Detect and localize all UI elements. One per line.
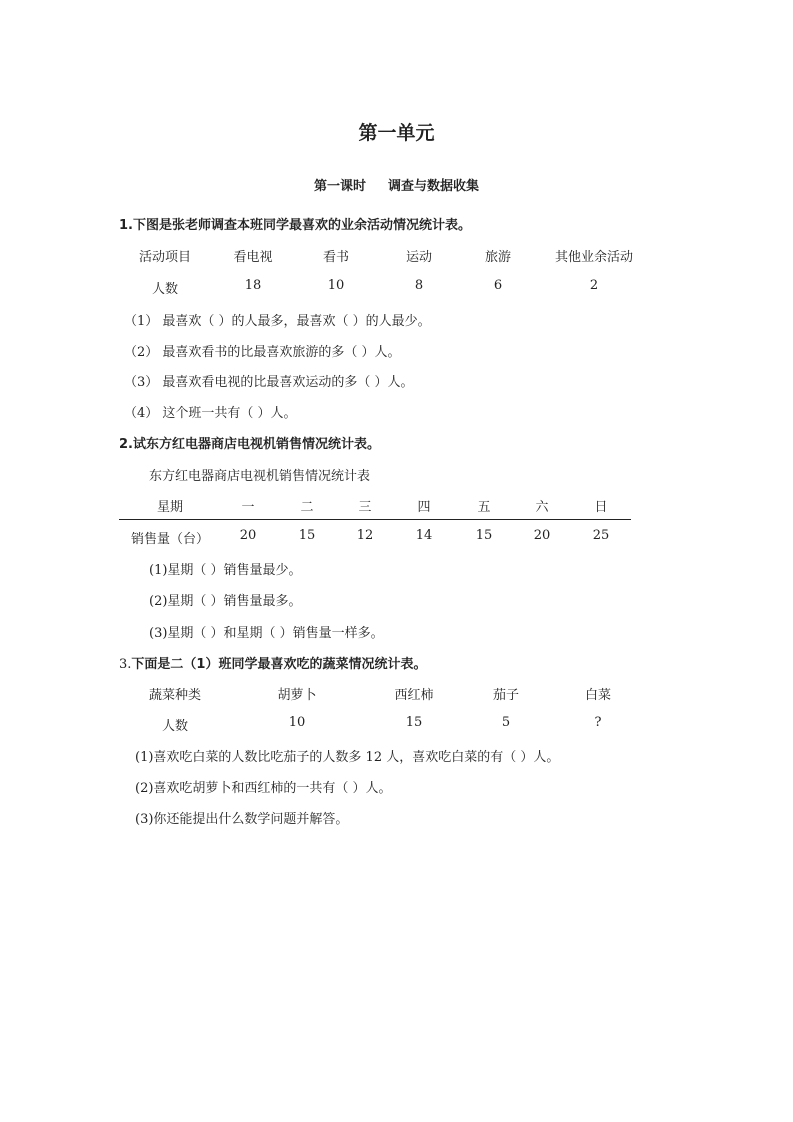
- q3-veg: 西红柿: [394, 688, 434, 703]
- q1-count: 6: [493, 278, 503, 293]
- q1-sub-1: （1） 最喜欢（ ）的人最多，最喜欢（ ）的人最少。: [124, 314, 431, 329]
- q2-day: 三: [358, 500, 372, 515]
- q3-sub-2: (2)喜欢吃胡萝卜和西红柿的一共有（ ）人。: [135, 781, 392, 796]
- q1-count: 2: [589, 278, 599, 293]
- q1-item: 其他业余活动: [554, 250, 634, 265]
- q2-table-title: 东方红电器商店电视机销售情况统计表: [149, 469, 371, 484]
- q1-item: 看书: [322, 250, 350, 265]
- q2-sales: 25: [592, 528, 610, 543]
- q2-day: 六: [535, 500, 549, 515]
- q3-veg: 茄子: [492, 688, 520, 703]
- q2-sales: 12: [356, 528, 374, 543]
- q3-sub-3: (3)你还能提出什么数学问题并解答。: [135, 812, 349, 827]
- q2-sales: 14: [415, 528, 433, 543]
- q1-item: 看电视: [233, 250, 273, 265]
- q3-row-label-count: 人数: [161, 719, 189, 734]
- q1-row-label-count: 人数: [151, 282, 179, 297]
- lesson-number: 第一课时: [313, 179, 366, 194]
- q2-row-label-day: 星期: [156, 500, 184, 515]
- q2-sub-2: (2)星期（ ）销售量最多。: [149, 594, 302, 609]
- q3-count: 5: [501, 715, 511, 730]
- q3-count: ?: [594, 715, 602, 730]
- q1-count: 10: [327, 278, 345, 293]
- q3-veg: 胡萝卜: [277, 688, 317, 703]
- page-title: 第一单元: [358, 122, 435, 144]
- q1-heading: 1.下图是张老师调查本班同学最喜欢的业余活动情况统计表。: [119, 218, 471, 233]
- q2-day: 日: [594, 500, 608, 515]
- q2-table-rule: [119, 519, 631, 520]
- q1-sub-4: （4） 这个班一共有（ ）人。: [124, 406, 297, 421]
- q2-day: 二: [300, 500, 314, 515]
- q1-item: 旅游: [484, 250, 512, 265]
- q2-heading: 2.试东方红电器商店电视机销售情况统计表。: [119, 437, 380, 452]
- q2-row-label-sales: 销售量（台）: [130, 532, 210, 547]
- q2-sub-1: (1)星期（ ）销售量最少。: [149, 563, 302, 578]
- q1-item: 运动: [405, 250, 433, 265]
- q3-count: 15: [405, 715, 423, 730]
- q1-count: 8: [414, 278, 424, 293]
- q3-row-label-veg: 蔬菜种类: [148, 688, 202, 703]
- lesson-subtitle: [0, 175, 793, 194]
- q3-heading-number: 3.: [119, 657, 132, 672]
- q2-sales: 20: [239, 528, 257, 543]
- q1-count: 18: [244, 278, 262, 293]
- q2-sub-3: (3)星期（ ）和星期（ ）销售量一样多。: [149, 626, 384, 641]
- q2-day: 五: [477, 500, 491, 515]
- q2-sales: 15: [298, 528, 316, 543]
- q1-sub-2: （2） 最喜欢看书的比最喜欢旅游的多（ ）人。: [124, 345, 401, 360]
- q3-heading: [119, 653, 426, 672]
- q3-heading-text: 下面是二（1）班同学最喜欢吃的蔬菜情况统计表。: [131, 657, 427, 672]
- q1-row-label-activity: 活动项目: [138, 250, 192, 265]
- q1-sub-3: （3） 最喜欢看电视的比最喜欢运动的多（ ）人。: [124, 375, 414, 390]
- q3-sub-1: (1)喜欢吃白菜的人数比吃茄子的人数多 12 人，喜欢吃白菜的有（ ）人。: [135, 750, 560, 765]
- q3-count: 10: [288, 715, 306, 730]
- q2-day: 一: [241, 500, 255, 515]
- q2-sales: 20: [533, 528, 551, 543]
- lesson-name: 调查与数据收集: [388, 179, 480, 194]
- q2-day: 四: [417, 500, 431, 515]
- q2-sales: 15: [475, 528, 493, 543]
- q3-veg: 白菜: [584, 688, 612, 703]
